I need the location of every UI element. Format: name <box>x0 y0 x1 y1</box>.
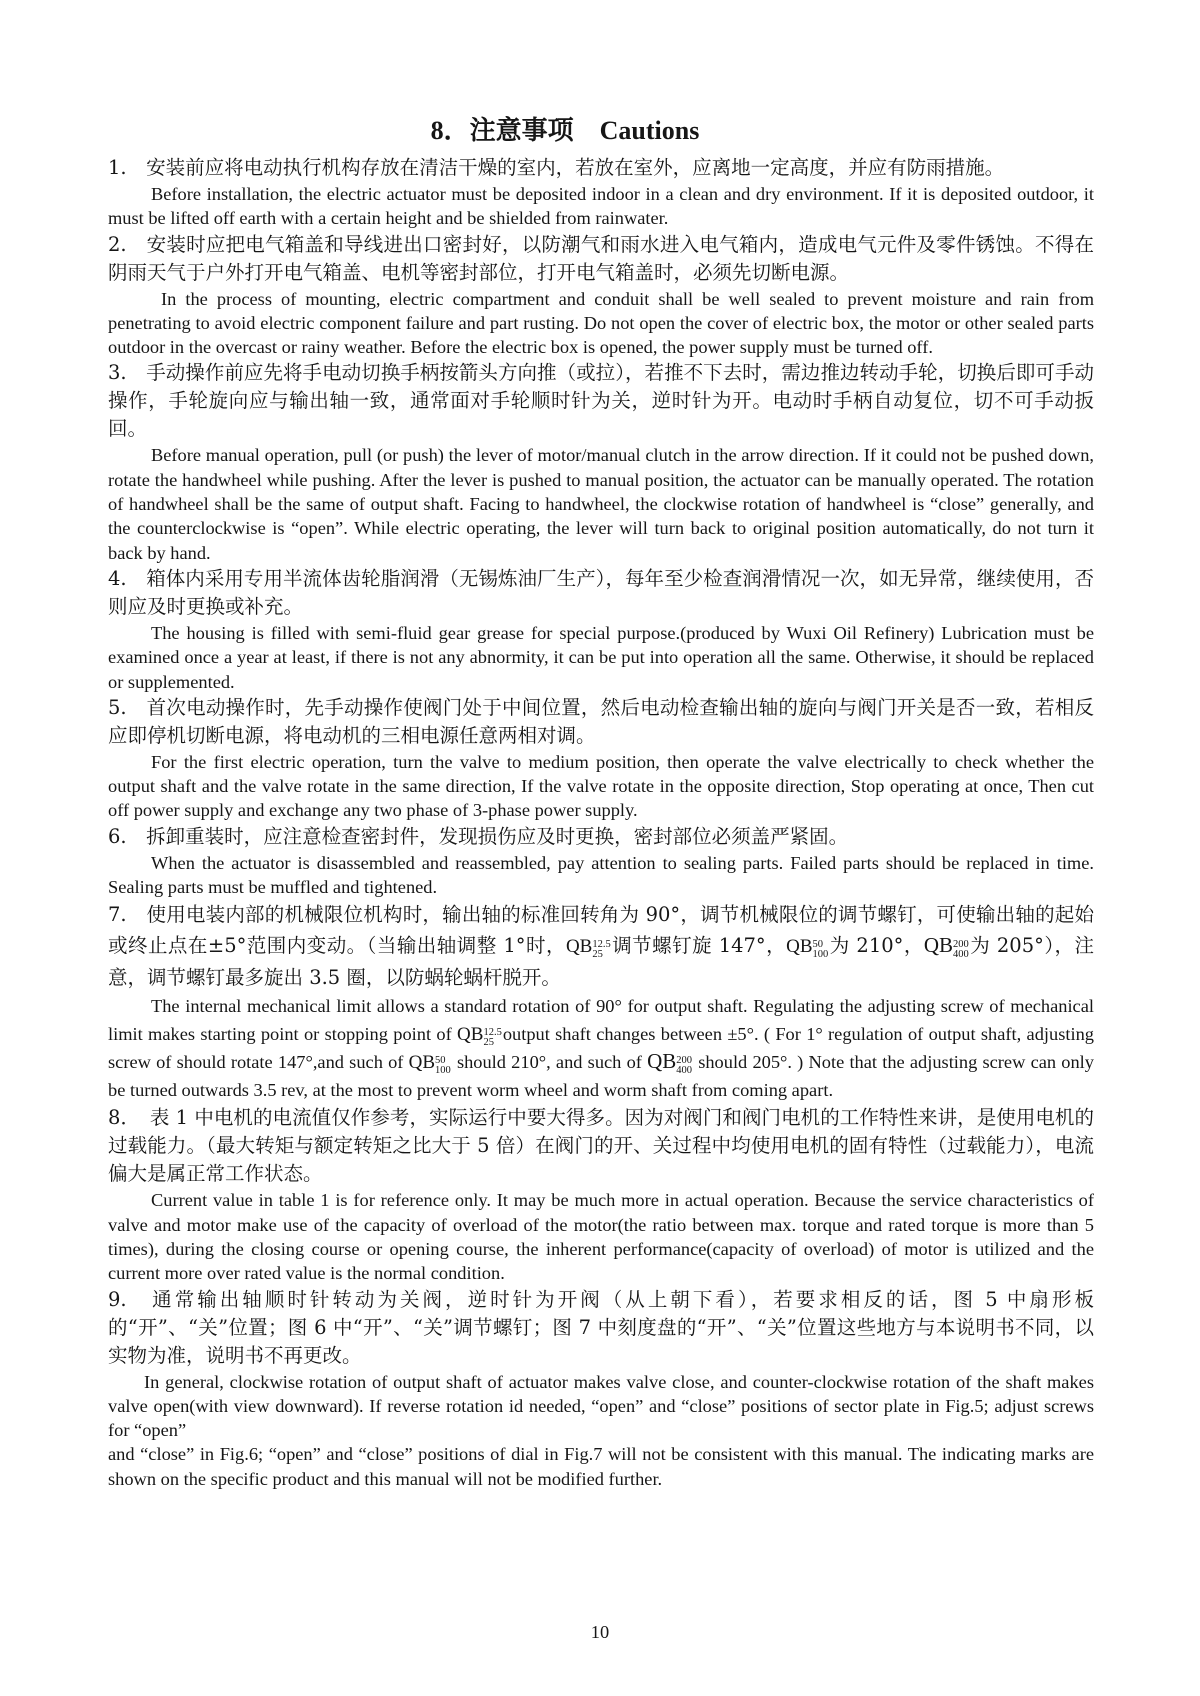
page-number: 10 <box>590 1622 610 1642</box>
caution-8-english-text: Current value in table 1 is for reference only. It may be much more in actual operation. Because the service characteristics of valve and motor make use of the capacity of overload of the motor(the ratio between max. torque and rated torque is more than 5 times), during the closing course or opening course, the inherent performance(capacity of overload) of motor is utilized and the current more over rated value is the normal condition. <box>108 1190 1094 1284</box>
subscript: 100 <box>812 949 829 961</box>
model-label: QB <box>457 1023 484 1045</box>
model-range <box>953 940 969 960</box>
caution-7-chinese-text <box>108 899 1094 993</box>
model-range <box>813 940 829 960</box>
text-segment: should 210°, and such of <box>451 1052 648 1073</box>
model-label: QB <box>923 933 954 958</box>
caution-1-english-text: Before installation, the electric actuator must be deposited indoor in a clean and dry environment. If it is deposited outdoor, it must be lifted off earth with a certain height and be shielded from rainwater. <box>108 184 1094 229</box>
superscript: 50 <box>812 939 824 951</box>
caution-item-2 <box>108 231 1094 360</box>
subscript: 400 <box>953 949 969 961</box>
text-segment: The internal mechanical limit allows a standard rotation of 90° for output shaft. Regulating the adjusting screw of mechanical limit makes starting point or stopping point of <box>108 996 1094 1044</box>
text-segment: 7. 使用电装内部的机械限位机构时，输出轴的标准回转角为 90°，调节机械限位的调节螺钉，可使输出轴的起始或终止点在±5°范围内变动。（当输出轴调整 1°时， <box>108 903 1094 958</box>
caution-item-6 <box>108 823 1094 900</box>
caution-8-chinese-text: 8． 表 1 中电机的电流值仅作参考，实际运行中要大得多。因为对阀门和阀门电机的工作特性来讲，是使用电机的过载能力。（最大转矩与额定转矩之比大于 5 倍）在阀门的开、关过程中均使用电机的固有特性（过载能力），电流偏大是属正常工作状态。 <box>108 1106 1094 1186</box>
superscript: 200 <box>676 1055 693 1067</box>
caution-6-chinese-text: 6. 拆卸重装时，应注意检查密封件，发现损伤应及时更换，密封部位必须盖严紧固。 <box>108 824 849 848</box>
caution-9-english-text: In general, clockwise rotation of output shaft of actuator makes valve close, and counter-clockwise rotation of the shaft makes valve open(with view downward). If reverse rotation id needed, “open” and “close” positions of sector plate in Fig.5; adjust screws for “open” <box>108 1371 1094 1441</box>
page-title: 8．注意事项 Cautions <box>430 116 700 145</box>
caution-item-4 <box>108 565 1094 694</box>
model-designation <box>565 934 612 961</box>
caution-4-chinese-text: 4. 箱体内采用专用半流体齿轮脂润滑（无锡炼油厂生产），每年至少检查润滑情况一次，如无异常，继续使用，否则应及时更换或补充。 <box>108 566 1094 618</box>
subscript: 400 <box>676 1065 693 1077</box>
caution-6-english-text: When the actuator is disassembled and reassembled, pay attention to sealing parts. Failed parts should be replaced in time. Sealing parts must be muffled and tightened. <box>108 852 1094 898</box>
caution-item-3 <box>108 359 1094 564</box>
caution-7-english-text <box>108 993 1094 1104</box>
caution-4-english-text: The housing is filled with semi-fluid gear grease for special purpose.(produced by Wuxi Oil Refinery) Lubrication must be examined once a year at least, if there is not any abnormity, it can be put into operation all the same. Otherwise, it should be replaced or supplemented. <box>108 622 1094 692</box>
model-designation <box>457 1023 503 1048</box>
model-label: QB <box>647 1049 677 1074</box>
model-range <box>435 1056 451 1076</box>
superscript: 12.5 <box>592 939 611 951</box>
caution-9-chinese-text: 9. 通常输出轴顺时针转动为关阀，逆时针为开阀（从上朝下看），若要求相反的话，图 5 中扇形板的“开”、“关”位置；图 6 中“开”、“关”调节螺钉；图 7 中刻度盘的“开”、“关”位置这些地方与本说明书不同，以实物为准，说明书不再更改。 <box>108 1287 1094 1367</box>
text-segment: output shaft changes between ±5°. ( For 1° regulation of output shaft, adjusting screw of should rotate 147°,and such of <box>108 1023 1094 1073</box>
model-label: QB <box>408 1052 435 1074</box>
superscript: 200 <box>953 939 969 951</box>
model-designation <box>647 1049 693 1077</box>
caution-3-chinese-text: 3. 手动操作前应先将手电动切换手柄按箭头方向推（或拉），若推不下去时，需边推边转动手轮，切换后即可手动操作，手轮旋向应与输出轴一致，通常面对手轮顺时针为关，逆时针为开。电动时手柄自动复位，切不可手动扳回。 <box>108 361 1094 441</box>
caution-9-english-text-continued: and “close” in Fig.6; “open” and “close” positions of dial in Fig.7 will not be consistent with this manual. The indicating marks are shown on the specific product and this manual will not be modified further. <box>108 1444 1094 1489</box>
caution-2-chinese-text: 2. 安装时应把电气箱盖和导线进出口密封好，以防潮气和雨水进入电气箱内，造成电气元件及零件锈蚀。不得在阴雨天气于户外打开电气箱盖、电机等密封部位，打开电气箱盖时，必须先切断电源。 <box>108 232 1094 284</box>
caution-item-9 <box>108 1286 1094 1491</box>
superscript: 50 <box>435 1055 446 1067</box>
model-label: QB <box>565 936 593 958</box>
caution-1-chinese-text: 1. 安装前应将电动执行机构存放在清洁干燥的室内，若放在室外，应离地一定高度，并应有防雨措施。 <box>108 156 1005 179</box>
text-segment: 为 210°， <box>829 934 924 958</box>
subscript: 25 <box>592 949 603 961</box>
model-label: QB <box>786 936 813 958</box>
caution-item-8 <box>108 1104 1094 1285</box>
cautions-content <box>108 114 1094 1491</box>
caution-2-english-text: In the process of mounting, electric compartment and conduit shall be well sealed to prevent moisture and rain from penetrating to avoid electric component failure and part rusting. Do not open the cover of electric box, the motor or other sealed parts outdoor in the overcast or rainy weather. Before the electric box is opened, the power supply must be turned off. <box>108 288 1094 358</box>
text-segment: 为 205°），注意，调节螺钉最多旋出 3.5 圈，以防蜗轮蜗杆脱开。 <box>108 934 1095 990</box>
model-range <box>592 940 610 960</box>
text-segment: 调节螺钉旋 147°， <box>611 934 787 958</box>
model-range <box>676 1056 692 1076</box>
model-designation <box>786 934 829 961</box>
caution-3-english-text: Before manual operation, pull (or push) the lever of motor/manual clutch in the arrow direction. If it could not be pushed down, rotate the handwheel while pushing. After the lever is pushed to manual position, the actuator can be manually operated. The rotation of handwheel shall be the same of output shaft. Facing to handwheel, the clockwise rotation of handwheel is “close” generally, and the counterclockwise is “open”. While electric operating, the lever will turn back to original position automatically, do not turn it back by hand. <box>108 445 1094 563</box>
caution-item-7 <box>108 899 1094 1104</box>
superscript: 12.5 <box>483 1026 502 1038</box>
model-range <box>483 1028 501 1048</box>
text-segment: should 205°. ) Note that the adjusting screw can only be turned outwards 3.5 rev, at the most to prevent worm wheel and worm shaft from coming apart. <box>108 1052 1094 1100</box>
caution-item-5 <box>108 694 1094 823</box>
subscript: 100 <box>435 1065 451 1077</box>
subscript: 25 <box>483 1036 494 1048</box>
model-designation <box>408 1052 452 1077</box>
model-designation <box>923 933 970 961</box>
caution-5-chinese-text: 5. 首次电动操作时，先手动操作使阀门处于中间位置，然后电动检查输出轴的旋向与阀门开关是否一致，若相反应即停机切断电源，将电动机的三相电源任意两相对调。 <box>108 695 1094 747</box>
caution-5-english-text: For the first electric operation, turn the valve to medium position, then operate the valve electrically to check whether the output shaft and the valve rotate in the same direction, If the valve rotate in the opposite direction, Stop operating at once, Then cut off power supply and exchange any two phase of 3-phase power supply. <box>108 751 1094 821</box>
caution-item-1 <box>108 154 1094 231</box>
